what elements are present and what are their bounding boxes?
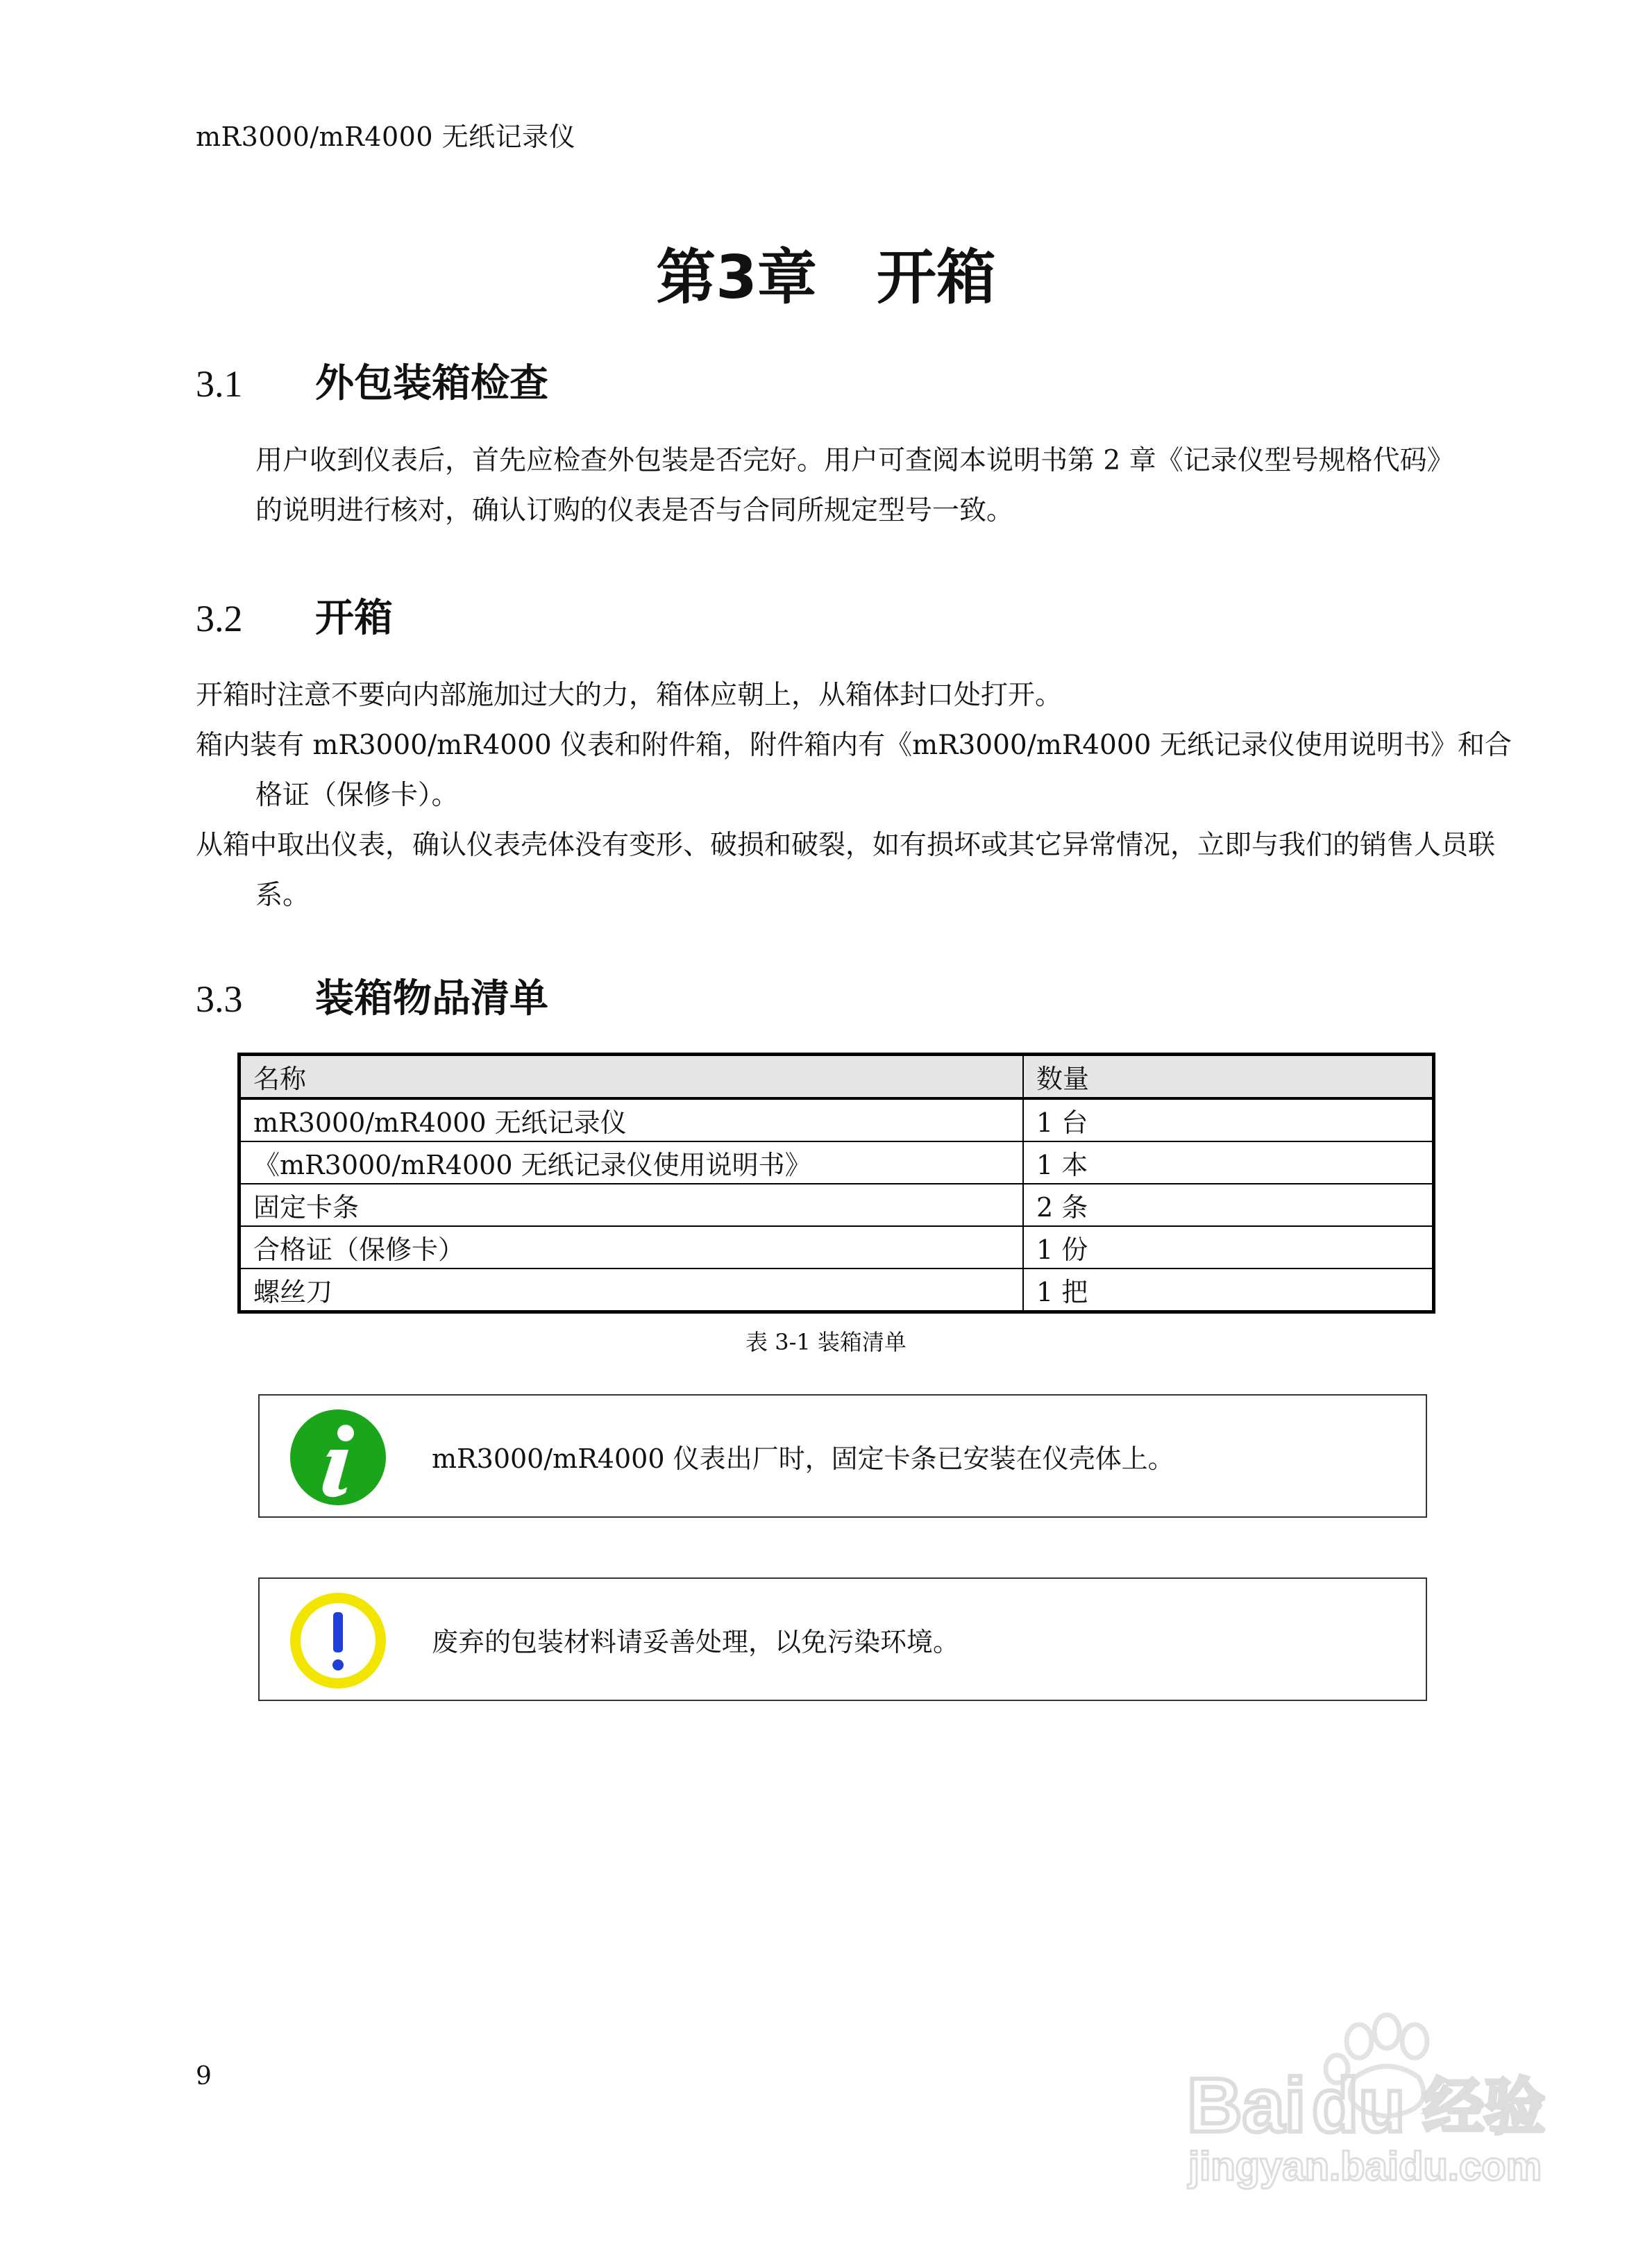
- table-cell: 1 份: [1023, 1226, 1434, 1268]
- running-header: mR3000/mR4000 无纸记录仪: [196, 122, 576, 152]
- info-icon: [289, 1408, 387, 1507]
- section-title: 装箱物品清单: [315, 976, 548, 1021]
- table-header-row: [239, 1055, 1434, 1099]
- table-caption: 表 3-1 装箱清单: [745, 1329, 907, 1355]
- chapter-title: 第3章 开箱: [656, 243, 996, 312]
- table-row: [239, 1226, 1434, 1268]
- table-cell: 1 台: [1023, 1098, 1434, 1141]
- paragraph: 箱内装有 mR3000/mR4000 仪表和附件箱，附件箱内有《mR3000/mR4000 无纸记录仪使用说明书》和合格证（保修卡）。: [196, 730, 1512, 811]
- warning-note-text: 废弃的包装材料请妥善处理，以免污染环境。: [432, 1626, 960, 1657]
- page-number: 9: [196, 2062, 212, 2091]
- table-row: [239, 1141, 1434, 1184]
- table-cell: 《mR3000/mR4000 无纸记录仪使用说明书》: [239, 1141, 1024, 1184]
- section-title: 开箱: [315, 596, 393, 641]
- warning-icon: [289, 1591, 387, 1690]
- table-row: [239, 1098, 1434, 1141]
- svg-text:du: du: [1312, 2063, 1406, 2148]
- section-number: 3.2: [196, 598, 243, 639]
- info-note-box: [258, 1394, 1427, 1518]
- warning-note-box: [258, 1577, 1427, 1701]
- table-row: [239, 1184, 1434, 1226]
- svg-text:经验: 经验: [1423, 2071, 1546, 2143]
- table-cell: 2 条: [1023, 1184, 1434, 1226]
- info-note-text: mR3000/mR4000 仪表出厂时，固定卡条已安装在仪壳体上。: [432, 1443, 1174, 1474]
- paragraph: 用户收到仪表后，首先应检查外包装是否完好。用户可查阅本说明书第 2 章《记录仪型号规格代码》的说明进行核对，确认订购的仪表是否与合同所规定型号一致。: [255, 445, 1441, 526]
- section-title: 外包装箱检查: [315, 361, 548, 406]
- table-row: [239, 1268, 1434, 1312]
- baidu-watermark-logo: [1173, 2000, 1562, 2194]
- table-cell: mR3000/mR4000 无纸记录仪: [239, 1098, 1024, 1141]
- packing-list-table: [237, 1053, 1435, 1314]
- section-heading-3-2: [196, 587, 393, 643]
- section-number: 3.1: [196, 363, 243, 405]
- svg-text:Bai: Bai: [1187, 2063, 1306, 2148]
- table-cell: 固定卡条: [239, 1184, 1024, 1226]
- svg-text:jingyan.baidu.com: jingyan.baidu.com: [1188, 2144, 1542, 2189]
- table-header-cell: 数量: [1023, 1055, 1434, 1099]
- table-cell: 1 把: [1023, 1268, 1434, 1312]
- table-header-cell: 名称: [239, 1055, 1024, 1099]
- section-heading-3-3: [196, 968, 548, 1023]
- table-cell: 1 本: [1023, 1141, 1434, 1184]
- paragraph: 从箱中取出仪表，确认仪表壳体没有变形、破损和破裂，如有损坏或其它异常情况，立即与我们的销售人员联系。: [196, 830, 1496, 911]
- section-heading-3-1: [196, 353, 548, 408]
- paragraph: 开箱时注意不要向内部施加过大的力，箱体应朝上，从箱体封口处打开。: [196, 680, 1063, 711]
- table-cell: 螺丝刀: [239, 1268, 1024, 1312]
- table-cell: 合格证（保修卡）: [239, 1226, 1024, 1268]
- section-number: 3.3: [196, 978, 243, 1020]
